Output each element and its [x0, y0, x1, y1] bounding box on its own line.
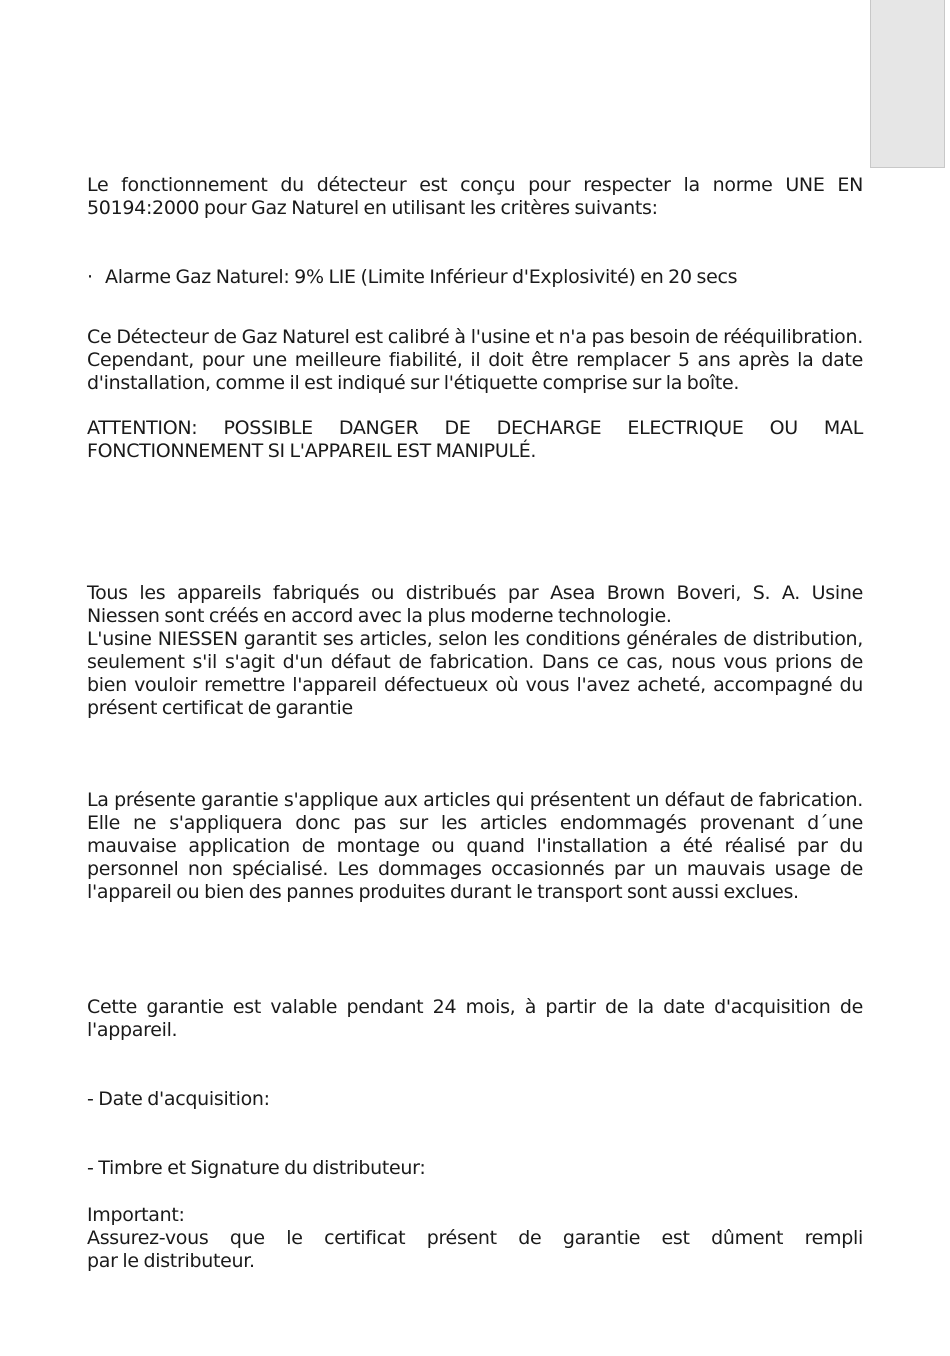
- important-note: [87, 1204, 863, 1273]
- scope-line: personnel non spécialisé. Les dommages occasionnés par un mauvais usage de: [87, 858, 863, 880]
- validity-line: l'appareil.: [87, 1019, 178, 1041]
- alarm-text: Alarme Gaz Naturel: 9% LIE (Limite Inférieur d'Explosivité) en 20 secs: [105, 266, 738, 288]
- manufacturer-line: Tous les appareils fabriqués ou distribués par Asea Brown Boveri, S. A. Usine: [87, 582, 863, 604]
- scope-line: mauvaise application de montage ou quand l'installation a été réalisé par du: [87, 835, 863, 857]
- validity-paragraph: [87, 996, 863, 1042]
- warning-paragraph: [87, 417, 863, 463]
- important-label: Important:: [87, 1204, 185, 1226]
- manufacturer-paragraph: [87, 582, 863, 720]
- validity-line: Cette garantie est valable pendant 24 mois, à partir de la date d'acquisition de: [87, 996, 863, 1018]
- important-text: Assurez-vous que le certificat présent de garantie est dûment rempli: [87, 1227, 863, 1249]
- acquisition-date-field: [87, 1088, 863, 1111]
- manufacturer-line: seulement s'il s'agit d'un défaut de fabrication. Dans ce cas, nous vous prions de: [87, 651, 863, 673]
- important-text: par le distributeur.: [87, 1250, 255, 1272]
- side-thumb-tab: [870, 0, 945, 168]
- bullet-icon: ·: [87, 266, 93, 288]
- scope-paragraph: [87, 789, 863, 904]
- intro-line: 50194:2000 pour Gaz Naturel en utilisant les critères suivants:: [87, 197, 658, 219]
- intro-line: Le fonctionnement du détecteur est conçu pour respecter la norme UNE EN: [87, 174, 863, 196]
- calibration-line: d'installation, comme il est indiqué sur l'étiquette comprise sur la boîte.: [87, 372, 740, 394]
- alarm-bullet-item: [87, 266, 863, 289]
- calibration-line: Cependant, pour une meilleure fiabilité, il doit être remplacer 5 ans après la date: [87, 349, 863, 371]
- scope-line: La présente garantie s'applique aux articles qui présentent un défaut de fabrication.: [87, 789, 863, 811]
- scope-line: Elle ne s'appliquera donc pas sur les articles endommagés provenant d´une: [87, 812, 863, 834]
- acquisition-date-label: - Date d'acquisition:: [87, 1088, 270, 1110]
- calibration-line: Ce Détecteur de Gaz Naturel est calibré à l'usine et n'a pas besoin de rééquilibration.: [87, 326, 863, 348]
- manufacturer-line: présent certificat de garantie: [87, 697, 353, 719]
- warning-line: FONCTIONNEMENT SI L'APPAREIL EST MANIPULÉ.: [87, 440, 537, 462]
- scope-line: l'appareil ou bien des pannes produites durant le transport sont aussi exclues.: [87, 881, 799, 903]
- manufacturer-line: bien vouloir remettre l'appareil défectueux où vous l'avez acheté, accompagné du: [87, 674, 863, 696]
- intro-paragraph: [87, 174, 863, 220]
- warning-line: ATTENTION: POSSIBLE DANGER DE DECHARGE ELECTRIQUE OU MAL: [87, 417, 863, 439]
- manufacturer-line: Niessen sont créés en accord avec la plus moderne technologie.: [87, 605, 672, 627]
- stamp-signature-field: [87, 1157, 863, 1180]
- calibration-paragraph: [87, 326, 863, 395]
- manufacturer-line: L'usine NIESSEN garantit ses articles, selon les conditions générales de distribution,: [87, 628, 863, 650]
- stamp-signature-label: - Timbre et Signature du distributeur:: [87, 1157, 426, 1179]
